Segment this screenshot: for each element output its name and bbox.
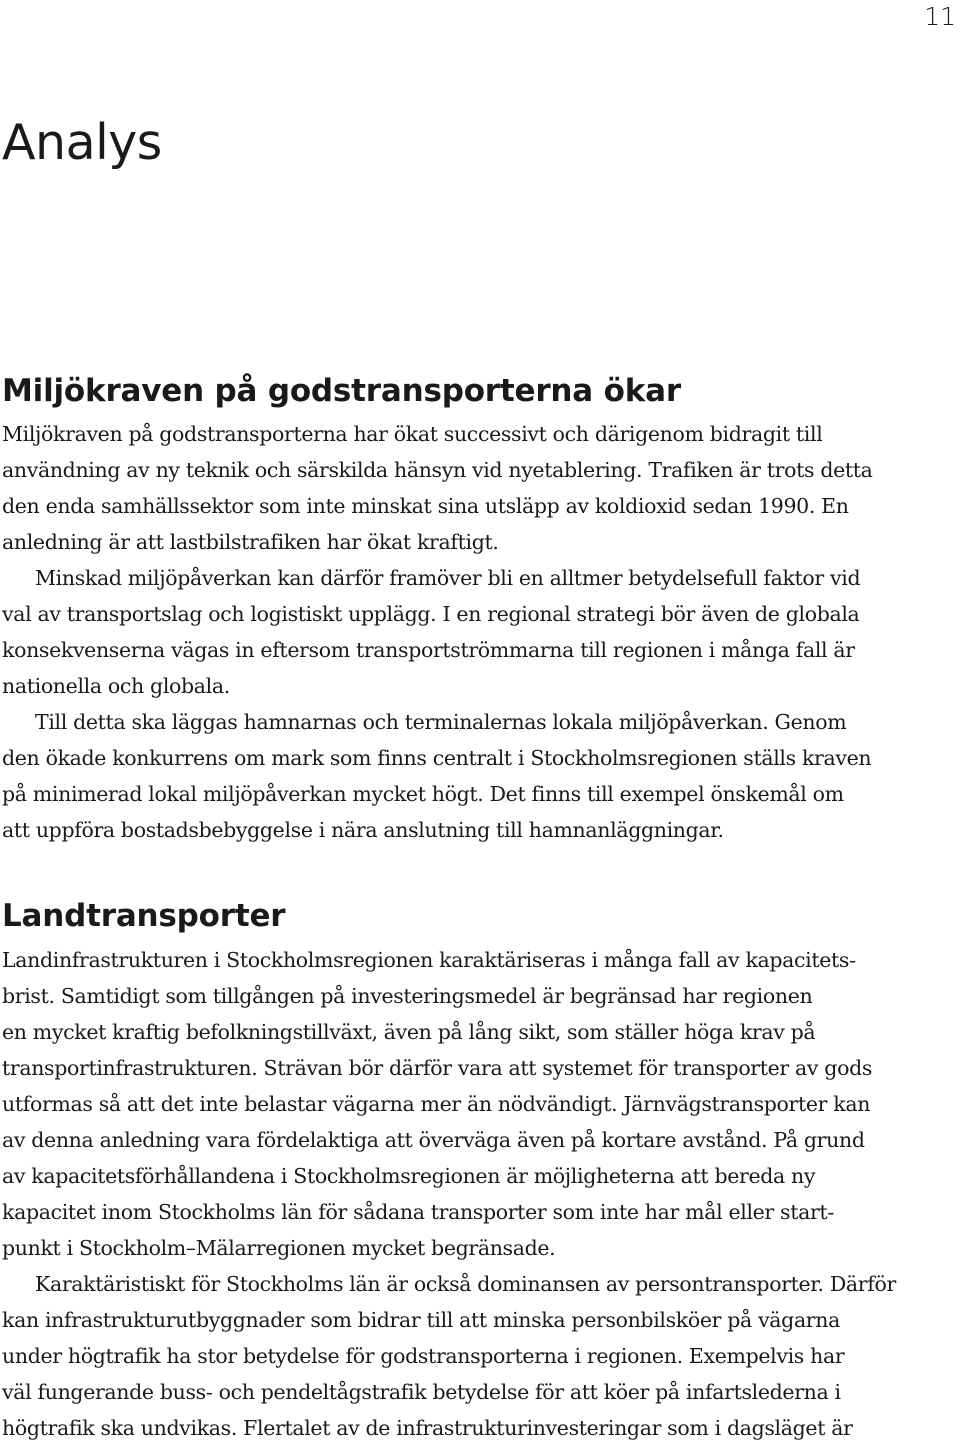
paragraph-line: kapacitet inom Stockholms län för sådana transporter som inte har mål eller start-: [2, 1200, 834, 1224]
page-number: 11: [924, 2, 956, 31]
paragraph-line: att uppföra bostadsbebyggelse i nära anslutning till hamnanläggningar.: [2, 818, 724, 842]
section-heading: Miljökraven på godstransporterna ökar: [2, 373, 681, 409]
paragraph-line: Miljökraven på godstransporterna har ökat successivt och därigenom bidragit till: [2, 422, 823, 446]
paragraph-line: den enda samhällssektor som inte minskat sina utsläpp av koldioxid sedan 1990. En: [2, 494, 849, 518]
paragraph-line: nationella och globala.: [2, 674, 230, 698]
paragraph-line: av kapacitetsförhållandena i Stockholmsregionen är möjligheterna att bereda ny: [2, 1164, 816, 1188]
paragraph: [2, 1266, 956, 1446]
paragraph-line: på minimerad lokal miljöpåverkan mycket högt. Det finns till exempel önskemål om: [2, 782, 844, 806]
paragraph-line: val av transportslag och logistiskt upplägg. I en regional strategi bör även de globala: [2, 602, 860, 626]
paragraph-line: brist. Samtidigt som tillgången på investeringsmedel är begränsad har regionen: [2, 984, 813, 1008]
section-body: [2, 416, 956, 848]
paragraph-line: den ökade konkurrens om mark som finns centralt i Stockholmsregionen ställs kraven: [2, 746, 872, 770]
section-miljokraven: [2, 366, 956, 848]
paragraph-line: Landinfrastrukturen i Stockholmsregionen karaktäriseras i många fall av kapacitets-: [2, 948, 856, 972]
section-landtransporter: [2, 890, 956, 1446]
paragraph-line: under högtrafik ha stor betydelse för godstransporterna i regionen. Exempelvis har: [2, 1344, 845, 1368]
paragraph: [2, 942, 956, 1266]
paragraph-line: anledning är att lastbilstrafiken har ökat kraftigt.: [2, 530, 499, 554]
paragraph-line: Karaktäristiskt för Stockholms län är också dominansen av persontransporter. Därför: [35, 1272, 896, 1296]
paragraph: [2, 704, 956, 848]
paragraph-line: väl fungerande buss- och pendeltågstrafik betydelse för att köer på infartslederna i: [2, 1380, 841, 1404]
paragraph-line: en mycket kraftig befolkningstillväxt, även på lång sikt, som ställer höga krav på: [2, 1020, 816, 1044]
paragraph-line: punkt i Stockholm–Mälarregionen mycket begränsade.: [2, 1236, 556, 1260]
paragraph-line: Till detta ska läggas hamnarnas och terminalernas lokala miljöpåverkan. Genom: [35, 710, 847, 734]
paragraph-line: transportinfrastrukturen. Strävan bör därför vara att systemet för transporter av gods: [2, 1056, 873, 1080]
chapter-title: Analys: [2, 114, 162, 171]
paragraph-line: konsekvenserna vägas in eftersom transportströmmarna till regionen i många fall är: [2, 638, 855, 662]
paragraph-line: användning av ny teknik och särskilda hänsyn vid nyetablering. Trafiken är trots detta: [2, 458, 873, 482]
section-heading: Landtransporter: [2, 898, 286, 934]
section-body: [2, 942, 956, 1446]
paragraph: [2, 416, 956, 560]
paragraph-line: utformas så att det inte belastar vägarna mer än nödvändigt. Järnvägstransporter kan: [2, 1092, 871, 1116]
paragraph-line: Minskad miljöpåverkan kan därför framöver bli en alltmer betydelsefull faktor vid: [35, 566, 861, 590]
paragraph-line: kan infrastrukturutbyggnader som bidrar till att minska personbilsköer på vägarna: [2, 1308, 840, 1332]
paragraph-line: av denna anledning vara fördelaktiga att överväga även på kortare avstånd. På grund: [2, 1128, 865, 1152]
paragraph-line: högtrafik ska undvikas. Flertalet av de infrastrukturinvesteringar som i dagsläget är: [2, 1416, 853, 1440]
paragraph: [2, 560, 956, 704]
